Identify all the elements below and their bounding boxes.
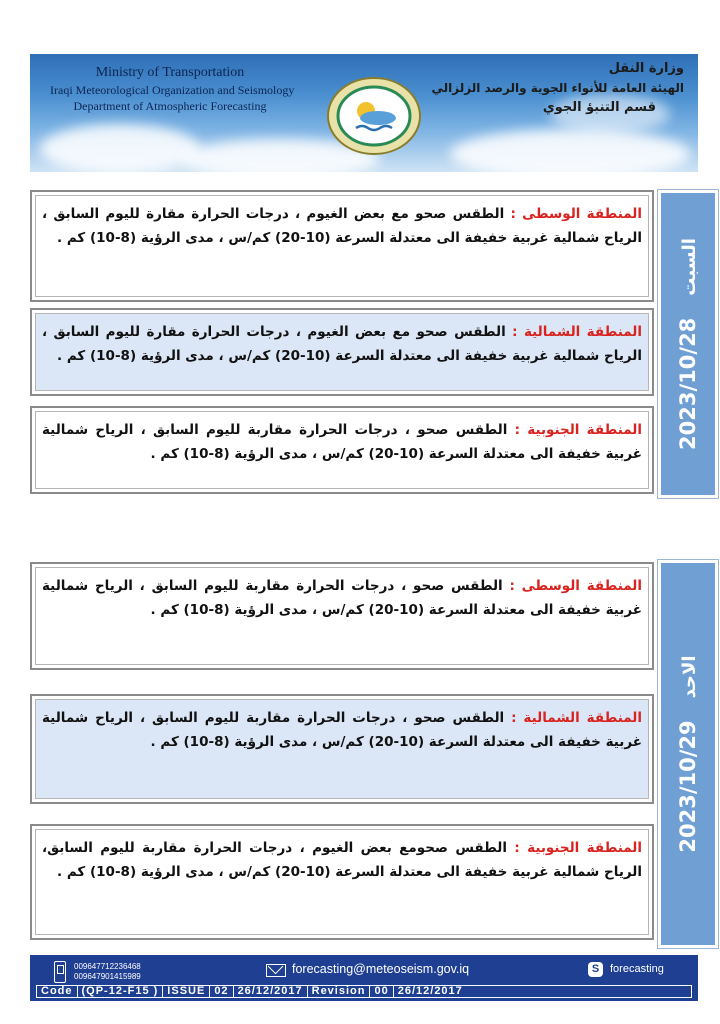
department-name-en: Department of Atmospheric Forecasting: [73, 99, 267, 113]
forecast-body: الطقس صحو مع بعض الغيوم ، درجات الحرارة مقارة لليوم السابق ، الرياح شمالية غربية خفيفة الى معتدلة السرعة (10-20) كم/س ، مدى الرؤية (8-10) كم .: [42, 206, 642, 246]
forecast-body: الطقس صحو ، درجات الحرارة مقاربة لليوم السابق ، الرياح شمالية غربية خفيفة الى معتدلة السرعة (10-20) كم/س ، مدى الرؤية (8-10) كم .: [42, 422, 642, 462]
date-bar-day2: [658, 560, 718, 948]
phone-icon: [54, 961, 66, 983]
region-box-central-day2: [30, 562, 654, 670]
region-box-north-day1: [30, 308, 654, 396]
forecast-text: [42, 418, 642, 466]
forecast-body: الطقس صحو مع بعض الغيوم ، درجات الحرارة مقارة لليوم السابق ، الرياح شمالية غربية خفيفة الى معتدلة السرعة (10-20) كم/س ، مدى الرؤية (8-10) كم .: [42, 324, 642, 364]
forecast-text: [42, 320, 642, 368]
forecast-text: [42, 574, 642, 622]
region-box-north-day2: [30, 694, 654, 804]
email-address[interactable]: forecasting@meteoseism.gov.iq: [292, 962, 470, 976]
date-day1: 2023/10/28: [676, 317, 700, 450]
footer-bar: [30, 955, 698, 1001]
region-label: المنطقة الوسطى :: [509, 578, 643, 594]
date-bar-day1: [658, 190, 718, 498]
phone-number-1: 009647712236468: [74, 962, 141, 971]
issue-label: ISSUE: [163, 986, 210, 997]
region-box-central-day1: [30, 190, 654, 302]
revision-date: 26/12/2017: [397, 985, 463, 997]
english-title: [50, 64, 295, 114]
revision-number: 00: [370, 986, 393, 997]
header-banner: [30, 54, 698, 172]
skype-handle[interactable]: forecasting: [610, 963, 664, 975]
organization-name-en: Iraqi Meteorological Organization and Seismology: [50, 83, 295, 97]
mail-icon: [266, 964, 286, 977]
department-name-ar: قسم التنبؤ الجوي: [542, 100, 656, 115]
code-value: (QP-12-F15 ): [78, 986, 164, 997]
day-name-day1: السبت: [679, 238, 700, 296]
skype-icon: S: [588, 962, 603, 977]
ministry-name-ar: وزارة النقل: [608, 61, 684, 76]
region-label: المنطقة الشمالية :: [511, 710, 642, 726]
phone-number-2: 009647901415989: [74, 972, 141, 981]
forecast-text: [42, 706, 642, 754]
forecast-body: الطقس صحومع بعض الغيوم ، درجات الحرارة مقاربة لليوم السابق، الرياح شمالية غربية خفيفة الى معتدلة السرعة (10-20) كم/س ، مدى الرؤية (8-10) كم .: [42, 840, 642, 880]
forecast-body: الطقس صحو ، درجات الحرارة مقاربة لليوم السابق ، الرياح شمالية غربية خفيفة الى معتدلة السرعة (10-20) كم/س ، مدى الرؤية (8-10) كم .: [42, 710, 642, 750]
region-label: المنطقة الجنوبية :: [514, 422, 642, 438]
region-box-south-day2: [30, 824, 654, 940]
forecast-text: [42, 202, 642, 250]
issue-date: 26/12/2017: [234, 986, 308, 997]
issue-number: 02: [210, 986, 233, 997]
ministry-name-en: Ministry of Transportation: [95, 65, 245, 80]
forecast-body: الطقس صحو ، درجات الحرارة مقاربة لليوم السابق ، الرياح شمالية غربية خفيفة الى معتدلة السرعة (10-20) كم/س ، مدى الرؤية (8-10) كم .: [42, 578, 642, 618]
region-label: المنطقة الشمالية :: [512, 324, 642, 340]
day-name-day2: الاحد: [679, 655, 700, 699]
region-label: المنطقة الوسطى :: [510, 206, 642, 222]
region-label: المنطقة الجنوبية :: [514, 840, 642, 856]
document-code-row: [36, 985, 692, 998]
code-label: Code: [37, 986, 78, 997]
revision-label: Revision: [308, 986, 371, 997]
phone-numbers: [74, 962, 141, 982]
region-box-south-day1: [30, 406, 654, 494]
date-label-day1: [676, 238, 700, 450]
date-label-day2: [676, 655, 700, 852]
arabic-title: [432, 60, 684, 118]
forecast-text: [42, 836, 642, 884]
organization-name-ar: الهيئة العامة للأنواء الجوية والرصد الزلزالي: [431, 81, 684, 95]
organization-logo: [326, 76, 422, 156]
date-day2: 2023/10/29: [676, 720, 700, 853]
